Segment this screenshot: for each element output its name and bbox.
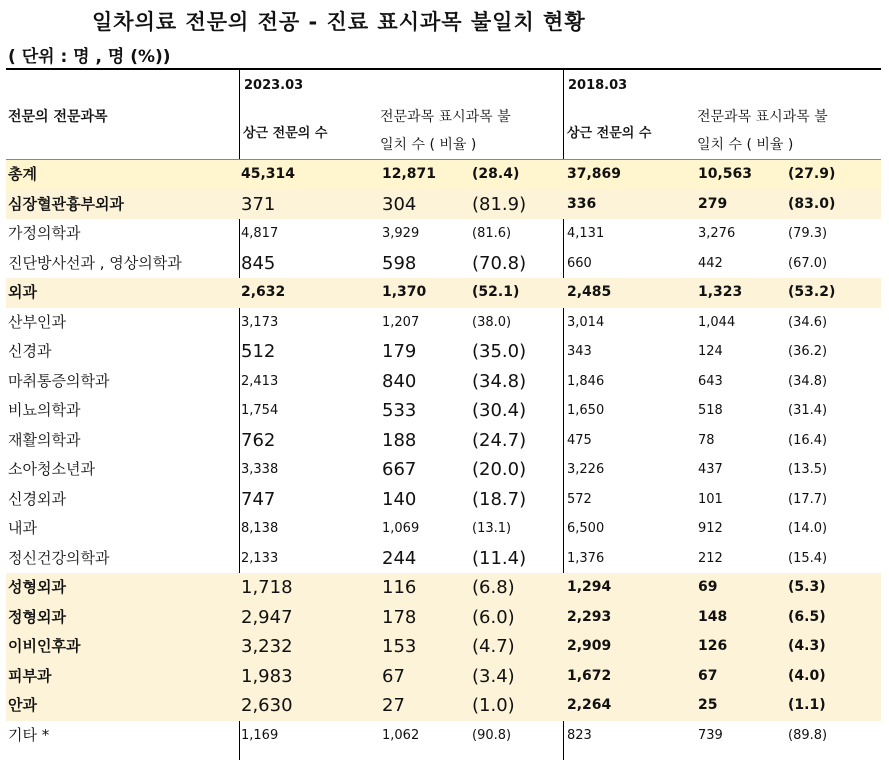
ratio-2018-cell: (5.3) [788, 579, 826, 595]
mismatch-2023-cell: 140 [382, 488, 417, 510]
ratio-2023-cell: (18.7) [472, 488, 527, 510]
ratio-2023-cell: (34.8) [472, 370, 527, 392]
mismatch-2023-cell: 667 [382, 459, 417, 480]
mismatch-2023-cell: 67 [382, 665, 405, 687]
specialty-cell: 신경외과 [8, 489, 66, 508]
ratio-2018-cell: (6.5) [788, 608, 826, 625]
ratio-2018-cell: (83.0) [788, 195, 836, 212]
count-2023-cell: 2,133 [241, 550, 279, 566]
specialty-cell: 마취통증의학과 [8, 371, 110, 390]
mismatch-2023-cell: 179 [382, 341, 417, 362]
table-row [6, 219, 881, 249]
mismatch-2018-cell: 10,563 [698, 166, 753, 182]
count-2018-cell: 2,264 [567, 697, 612, 713]
count-2023-cell: 845 [241, 252, 276, 274]
mismatch-2018-cell: 101 [698, 491, 723, 507]
table-row [6, 160, 881, 190]
count-2018-cell: 3,226 [567, 462, 605, 477]
mismatch-2023-cell: 304 [382, 193, 417, 215]
count-2023-cell: 1,169 [241, 727, 279, 743]
ratio-2018-cell: (36.2) [788, 344, 828, 359]
mismatch-2018-cell: 518 [698, 403, 723, 418]
count-2023-cell: 3,232 [241, 636, 293, 657]
specialty-cell: 내과 [8, 519, 37, 537]
mismatch-2023-cell: 1,370 [382, 284, 427, 300]
count-2018-cell: 1,650 [567, 403, 605, 418]
ratio-2023-cell: (4.7) [472, 636, 515, 657]
ratio-2023-cell: (6.0) [472, 606, 515, 628]
ratio-2023-cell: (30.4) [472, 400, 527, 421]
count-2023-cell: 3,338 [241, 462, 279, 477]
table-row [6, 603, 881, 633]
data-table [6, 160, 881, 750]
ratio-2023-cell: (81.9) [472, 193, 527, 215]
specialty-cell: 피부과 [8, 666, 52, 685]
ratio-2023-cell: (52.1) [472, 284, 520, 300]
table-row [6, 573, 881, 603]
ratio-2023-cell: (6.8) [472, 577, 515, 598]
count-2018-cell: 4,131 [567, 226, 605, 241]
count-2018-cell: 6,500 [567, 521, 605, 536]
specialty-cell: 진단방사선과 , 영상의학과 [8, 253, 182, 272]
count-2023-cell: 2,947 [241, 606, 293, 628]
table-row [6, 426, 881, 456]
mismatch-2023-cell: 178 [382, 606, 417, 628]
specialty-cell: 총계 [8, 165, 37, 183]
specialty-cell: 재활의학과 [8, 430, 81, 449]
count-2023-cell: 2,632 [241, 284, 286, 300]
count-2023-cell: 45,314 [241, 166, 296, 182]
count-2023-cell: 762 [241, 429, 276, 451]
count-2023-cell: 371 [241, 193, 276, 215]
ratio-2018-cell: (67.0) [788, 255, 828, 271]
count-2023-cell: 512 [241, 341, 276, 362]
count-2018-cell: 2,293 [567, 608, 612, 625]
count-2018-cell: 1,376 [567, 550, 605, 566]
table-row [6, 337, 881, 367]
mismatch-2023-cell: 598 [382, 252, 417, 274]
header-mismatch-2018-line2: 일치 수 ( 비율 ) [697, 137, 794, 153]
ratio-2018-cell: (31.4) [788, 403, 828, 418]
page-title: 일차의료 전문의 전공 - 진료 표시과목 불일치 현황 [92, 10, 586, 34]
mismatch-2018-cell: 1,323 [698, 284, 743, 300]
header-year-2023: 2023.03 [244, 78, 304, 93]
table-row [6, 514, 881, 544]
table-row [6, 455, 881, 485]
count-2023-cell: 3,173 [241, 314, 279, 330]
ratio-2018-cell: (4.3) [788, 638, 826, 654]
ratio-2018-cell: (17.7) [788, 491, 828, 507]
unit-label: ( 단위 : 명 , 명 (%)) [8, 47, 171, 67]
specialty-cell: 심장혈관흉부외과 [8, 194, 124, 213]
mismatch-2018-cell: 78 [698, 432, 715, 448]
header-year-2018: 2018.03 [568, 78, 628, 93]
table-row [6, 308, 881, 338]
count-2018-cell: 2,485 [567, 284, 612, 300]
ratio-2023-cell: (35.0) [472, 341, 527, 362]
mismatch-2018-cell: 25 [698, 697, 718, 713]
count-2018-cell: 2,909 [567, 638, 612, 654]
mismatch-2023-cell: 1,069 [382, 521, 420, 536]
mismatch-2018-cell: 739 [698, 727, 723, 743]
ratio-2023-cell: (1.0) [472, 695, 515, 716]
ratio-2018-cell: (89.8) [788, 727, 828, 743]
specialty-cell: 산부인과 [8, 312, 66, 331]
ratio-2023-cell: (81.6) [472, 226, 512, 241]
ratio-2023-cell: (70.8) [472, 252, 527, 274]
mismatch-2023-cell: 116 [382, 577, 417, 598]
header-specialty: 전문의 전문과목 [8, 109, 108, 125]
count-2023-cell: 1,754 [241, 403, 279, 418]
ratio-2023-cell: (24.7) [472, 429, 527, 451]
count-2018-cell: 823 [567, 727, 592, 743]
table-row [6, 190, 881, 220]
specialty-cell: 가정의학과 [8, 224, 81, 242]
specialty-cell: 안과 [8, 696, 37, 714]
mismatch-2023-cell: 533 [382, 400, 417, 421]
ratio-2023-cell: (90.8) [472, 727, 512, 743]
ratio-2018-cell: (27.9) [788, 166, 836, 182]
header-mismatch-2023-line1: 전문과목 표시과목 불 [380, 109, 511, 125]
specialty-cell: 정형외과 [8, 607, 66, 626]
table-row [6, 721, 881, 751]
specialty-cell: 비뇨의학과 [8, 401, 81, 419]
mismatch-2018-cell: 148 [698, 608, 728, 625]
count-2018-cell: 37,869 [567, 166, 622, 182]
mismatch-2023-cell: 244 [382, 547, 417, 569]
count-2018-cell: 572 [567, 491, 592, 507]
mismatch-2023-cell: 3,929 [382, 226, 420, 241]
mismatch-2023-cell: 1,207 [382, 314, 420, 330]
table-row [6, 662, 881, 692]
specialty-cell: 기타 * [8, 725, 50, 744]
specialty-cell: 이비인후과 [8, 637, 81, 655]
ratio-2023-cell: (3.4) [472, 665, 515, 687]
ratio-2023-cell: (13.1) [472, 521, 512, 536]
ratio-2018-cell: (79.3) [788, 226, 828, 241]
ratio-2018-cell: (16.4) [788, 432, 828, 448]
count-2018-cell: 336 [567, 195, 597, 212]
ratio-2018-cell: (15.4) [788, 550, 828, 566]
ratio-2023-cell: (28.4) [472, 166, 520, 182]
ratio-2023-cell: (20.0) [472, 459, 527, 480]
mismatch-2018-cell: 442 [698, 255, 723, 271]
count-2023-cell: 747 [241, 488, 276, 510]
count-2023-cell: 1,983 [241, 665, 293, 687]
count-2018-cell: 475 [567, 432, 592, 448]
ratio-2018-cell: (53.2) [788, 284, 836, 300]
header-count-2023: 상근 전문의 수 [243, 126, 328, 141]
ratio-2018-cell: (34.6) [788, 314, 828, 330]
count-2018-cell: 660 [567, 255, 592, 271]
ratio-2018-cell: (1.1) [788, 697, 826, 713]
count-2023-cell: 2,413 [241, 373, 279, 389]
header-mismatch-2018-line1: 전문과목 표시과목 불 [697, 109, 828, 125]
specialty-cell: 정신건강의학과 [8, 548, 110, 567]
table-row [6, 691, 881, 721]
ratio-2018-cell: (34.8) [788, 373, 828, 389]
count-2018-cell: 1,294 [567, 579, 612, 595]
table-top-rule [6, 68, 881, 70]
table-row [6, 396, 881, 426]
count-2018-cell: 3,014 [567, 314, 605, 330]
table-row [6, 544, 881, 574]
mismatch-2023-cell: 12,871 [382, 166, 437, 182]
mismatch-2018-cell: 212 [698, 550, 723, 566]
mismatch-2018-cell: 279 [698, 195, 728, 212]
ratio-2023-cell: (11.4) [472, 547, 527, 569]
ratio-2018-cell: (13.5) [788, 462, 828, 477]
mismatch-2023-cell: 840 [382, 370, 417, 392]
count-2018-cell: 1,672 [567, 667, 612, 684]
count-2023-cell: 2,630 [241, 695, 293, 716]
specialty-cell: 신경과 [8, 342, 52, 360]
mismatch-2023-cell: 1,062 [382, 727, 420, 743]
mismatch-2018-cell: 643 [698, 373, 723, 389]
count-2023-cell: 8,138 [241, 521, 279, 536]
header-count-2018: 상근 전문의 수 [567, 126, 652, 141]
table-row [6, 485, 881, 515]
table-row [6, 367, 881, 397]
table-row [6, 278, 881, 308]
mismatch-2023-cell: 188 [382, 429, 417, 451]
table-row [6, 249, 881, 279]
mismatch-2018-cell: 126 [698, 638, 728, 654]
specialty-cell: 외과 [8, 283, 37, 301]
mismatch-2018-cell: 69 [698, 579, 718, 595]
mismatch-2023-cell: 153 [382, 636, 417, 657]
specialty-cell: 성형외과 [8, 578, 66, 596]
count-2023-cell: 4,817 [241, 226, 279, 241]
mismatch-2018-cell: 67 [698, 667, 718, 684]
mismatch-2023-cell: 27 [382, 695, 405, 716]
mismatch-2018-cell: 124 [698, 344, 723, 359]
count-2018-cell: 1,846 [567, 373, 605, 389]
count-2023-cell: 1,718 [241, 577, 293, 598]
specialty-cell: 소아청소년과 [8, 460, 95, 478]
mismatch-2018-cell: 437 [698, 462, 723, 477]
mismatch-2018-cell: 912 [698, 521, 723, 536]
ratio-2023-cell: (38.0) [472, 314, 512, 330]
table-row [6, 632, 881, 662]
ratio-2018-cell: (14.0) [788, 521, 828, 536]
header-mismatch-2023-line2: 일치 수 ( 비율 ) [380, 137, 477, 153]
mismatch-2018-cell: 3,276 [698, 226, 736, 241]
count-2018-cell: 343 [567, 344, 592, 359]
ratio-2018-cell: (4.0) [788, 667, 826, 684]
mismatch-2018-cell: 1,044 [698, 314, 736, 330]
